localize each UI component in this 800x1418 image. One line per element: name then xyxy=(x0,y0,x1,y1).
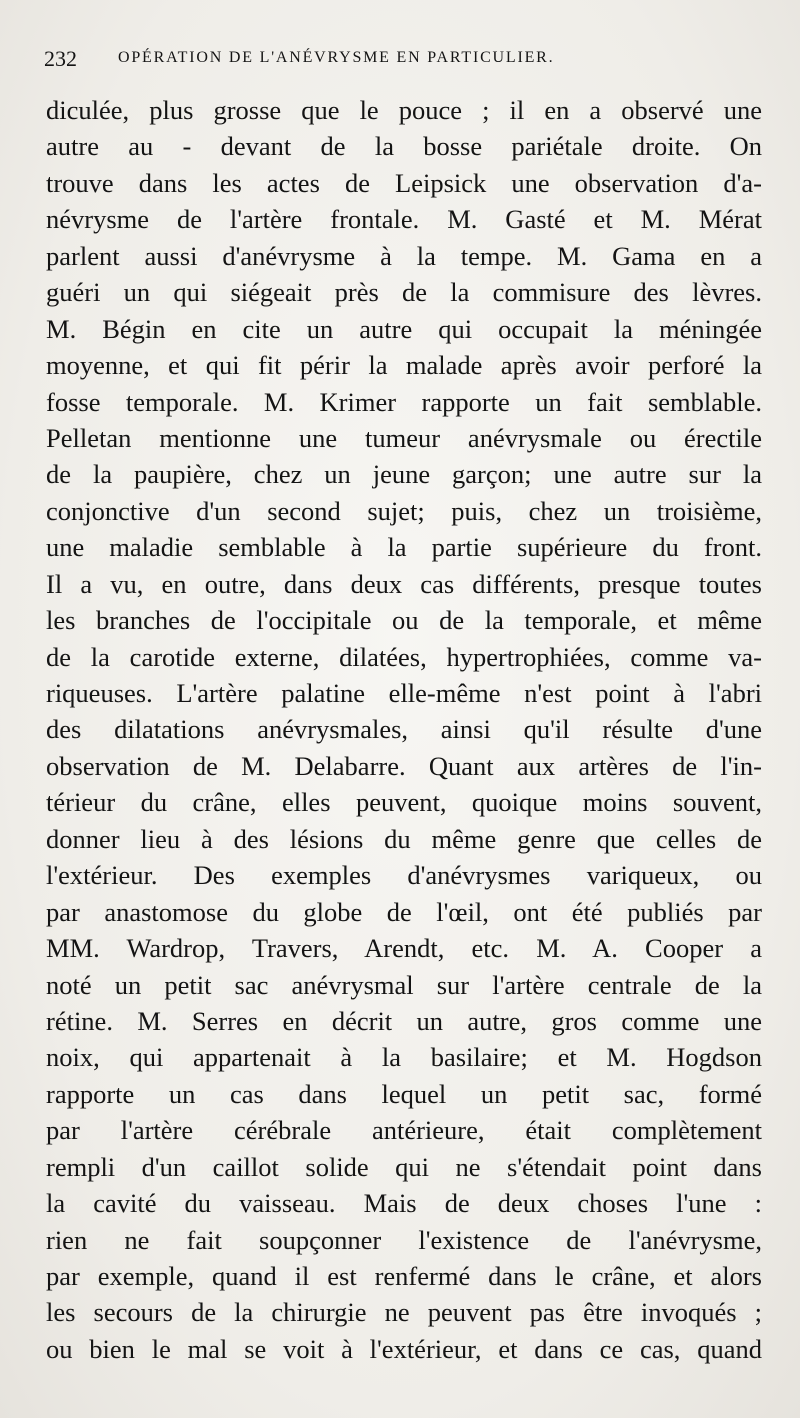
text-line: rien ne fait soupçonner l'existence de l'anévrysme, xyxy=(46,1224,762,1255)
text-line: ou bien le mal se voit à l'extérieur, et dans ce cas, quand xyxy=(46,1333,762,1364)
text-line: noté un petit sac anévrysmal sur l'artère centrale de la xyxy=(46,969,762,1000)
text-line: guéri un qui siégeait près de la commisure des lèvres. xyxy=(46,277,762,308)
text-line: observation de M. Delabarre. Quant aux artères de l'in- xyxy=(46,750,762,781)
text-line: autre au - devant de la bosse pariétale droite. On xyxy=(46,131,762,162)
text-line: les secours de la chirurgie ne peuvent pas être invoqués ; xyxy=(46,1297,762,1328)
running-title: OPÉRATION DE L'ANÉVRYSME EN PARTICULIER. xyxy=(118,49,555,66)
text-line: de la carotide externe, dilatées, hypertrophiées, comme va- xyxy=(46,641,762,672)
text-line: conjonctive d'un second sujet; puis, chez un troisième, xyxy=(46,495,762,526)
text-line: fosse temporale. M. Krimer rapporte un fait semblable. xyxy=(46,386,762,417)
text-line: des dilatations anévrysmales, ainsi qu'il résulte d'une xyxy=(46,714,762,745)
text-line: térieur du crâne, elles peuvent, quoique moins souvent, xyxy=(46,787,762,818)
text-line: trouve dans les actes de Leipsick une observation d'a- xyxy=(46,167,762,198)
text-line: par exemple, quand il est renfermé dans le crâne, et alors xyxy=(46,1261,762,1291)
text-line: noix, qui appartenait à la basilaire; et M. Hogdson xyxy=(46,1042,762,1073)
body-text xyxy=(46,92,762,1367)
text-line: les branches de l'occipitale ou de la temporale, et même xyxy=(46,605,762,636)
page-number: 232 xyxy=(44,46,77,71)
text-line: diculée, plus grosse que le pouce ; il en a observé une xyxy=(46,95,762,125)
text-line: rapporte un cas dans lequel un petit sac, formé xyxy=(46,1078,762,1109)
text-line: une maladie semblable à la partie supérieure du front. xyxy=(46,532,762,563)
text-line: l'extérieur. Des exemples d'anévrysmes variqueux, ou xyxy=(46,860,762,891)
text-line: MM. Wardrop, Travers, Arendt, etc. M. A. Cooper a xyxy=(46,933,762,964)
text-line: moyenne, et qui fit périr la malade après avoir perforé la xyxy=(46,350,762,381)
text-line: riqueuses. L'artère palatine elle-même n'est point à l'abri xyxy=(46,678,762,708)
running-head xyxy=(44,46,764,74)
text-line: rempli d'un caillot solide qui ne s'étendait point dans xyxy=(46,1151,762,1182)
text-line: donner lieu à des lésions du même genre que celles de xyxy=(46,823,762,854)
text-line: parlent aussi d'anévrysme à la tempe. M. Gama en a xyxy=(46,240,762,271)
text-line: M. Bégin en cite un autre qui occupait la méningée xyxy=(46,313,762,344)
text-line: par anastomose du globe de l'œil, ont été publiés par xyxy=(46,896,762,927)
text-line: rétine. M. Serres en décrit un autre, gros comme une xyxy=(46,1005,762,1036)
text-line: Pelletan mentionne une tumeur anévrysmale ou érectile xyxy=(46,422,762,453)
text-line: névrysme de l'artère frontale. M. Gasté et M. Mérat xyxy=(46,204,762,235)
text-line: de la paupière, chez un jeune garçon; une autre sur la xyxy=(46,459,762,490)
text-line: par l'artère cérébrale antérieure, était complètement xyxy=(46,1115,762,1146)
text-line: Il a vu, en outre, dans deux cas différents, presque toutes xyxy=(46,568,762,599)
text-line: la cavité du vaisseau. Mais de deux choses l'une : xyxy=(46,1188,762,1219)
